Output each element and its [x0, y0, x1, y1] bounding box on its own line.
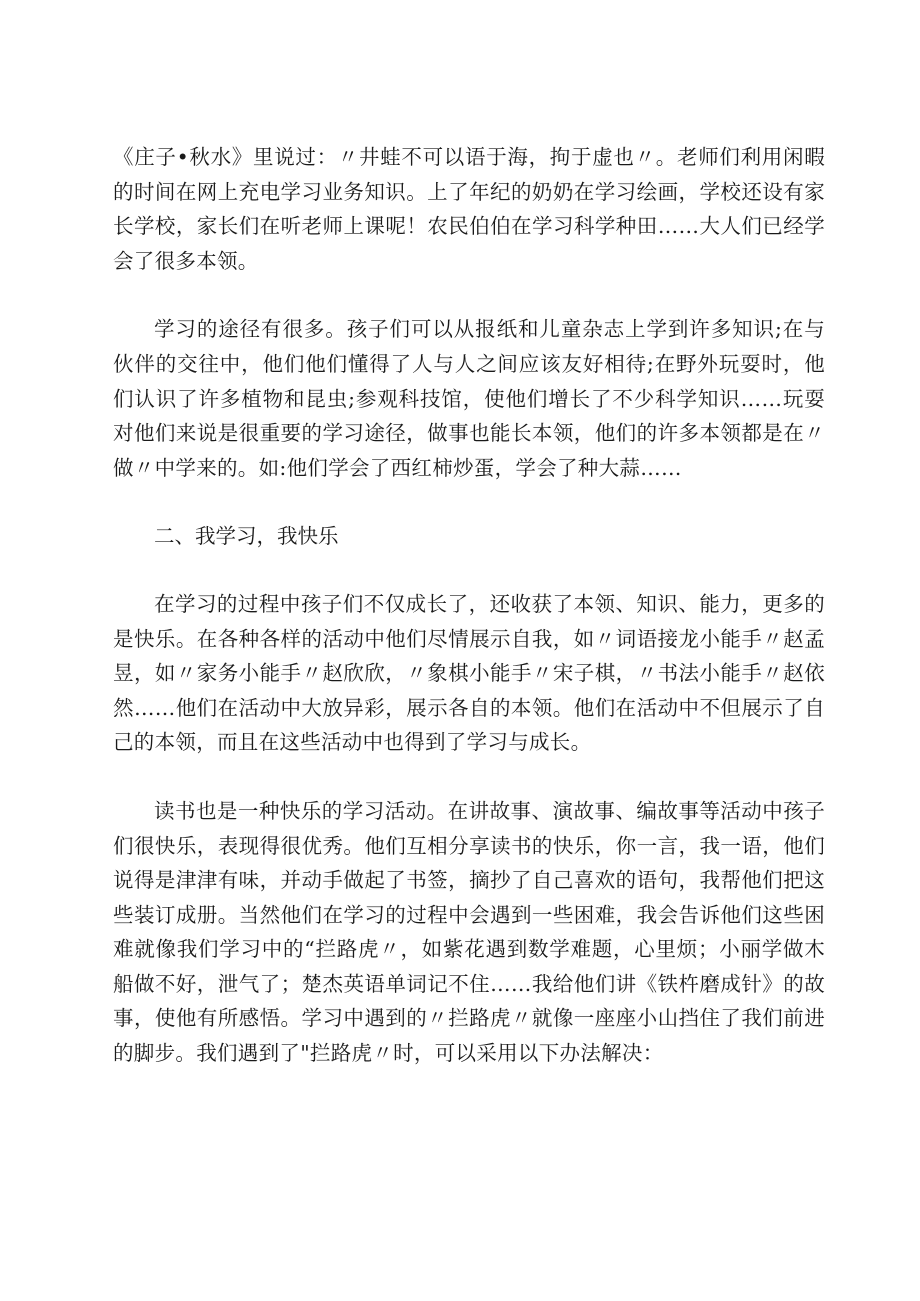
paragraph-reading: 读书也是一种快乐的学习活动。在讲故事、演故事、编故事等活动中孩子们很快乐，表现得很优秀。他们互相分享读书的快乐，你一言，我一语，他们说得是津津有味，并动手做起了书签，摘抄了自己喜欢的语句，我帮他们把这些装订成册。当然他们在学习的过程中会遇到一些困难，我会告诉他们这些困难就像我们学习中的“拦路虎〃，如紫花遇到数学难题，心里烦；小丽学做木船做不好，泄气了；楚杰英语单词记不住……我给他们讲《铁杵磨成针》的故事，使他有所感悟。学习中遇到的〃拦路虎〃就像一座座小山挡住了我们前进的脚步。我们遇到了"拦路虎〃时，可以采用以下办法解决：: [113, 798, 825, 1066]
document-page: [113, 140, 825, 1071]
paragraph-gap: [113, 554, 825, 587]
paragraph-intro: 《庄子•秋水》里说过：〃井蛙不可以语于海，拘于虚也〃。老师们利用闲暇的时间在网上充电学习业务知识。上了年纪的奶奶在学习绘画，学校还设有家长学校，家长们在听老师上课呢！农民伯伯在学习科学种田……大人们已经学会了很多本领。: [113, 145, 825, 273]
paragraph-gap: [113, 278, 825, 312]
section-heading: 二、我学习，我快乐: [154, 524, 339, 549]
paragraph-growth: 在学习的过程中孩子们不仅成长了，还收获了本领、知识、能力，更多的是快乐。在各种各样的活动中他们尽情展示自我，如〃词语接龙小能手〃赵孟昱，如〃家务小能手〃赵欣欣，〃象棋小能手〃宋子棋，〃书法小能手〃赵依然……他们在活动中大放异彩，展示各自的本领。他们在活动中不但展示了自己的本领，而且在这些活动中也得到了学习与成长。: [113, 591, 825, 755]
paragraph-gap: [113, 485, 825, 519]
paragraph-learning-paths: 学习的途径有很多。孩子们可以从报纸和儿童杂志上学到许多知识;在与伙伴的交往中，他们他们懂得了人与人之间应该友好相待;在野外玩耍时，他们认识了许多植物和昆虫;参观科技馆，使他们增长了不少科学知识……玩耍对他们来说是很重要的学习途径，做事也能长本领，他们的许多本领都是在〃做〃中学来的。如:他们学会了西红柿炒蛋，学会了种大蒜……: [113, 317, 825, 480]
paragraph-gap: [113, 760, 825, 794]
